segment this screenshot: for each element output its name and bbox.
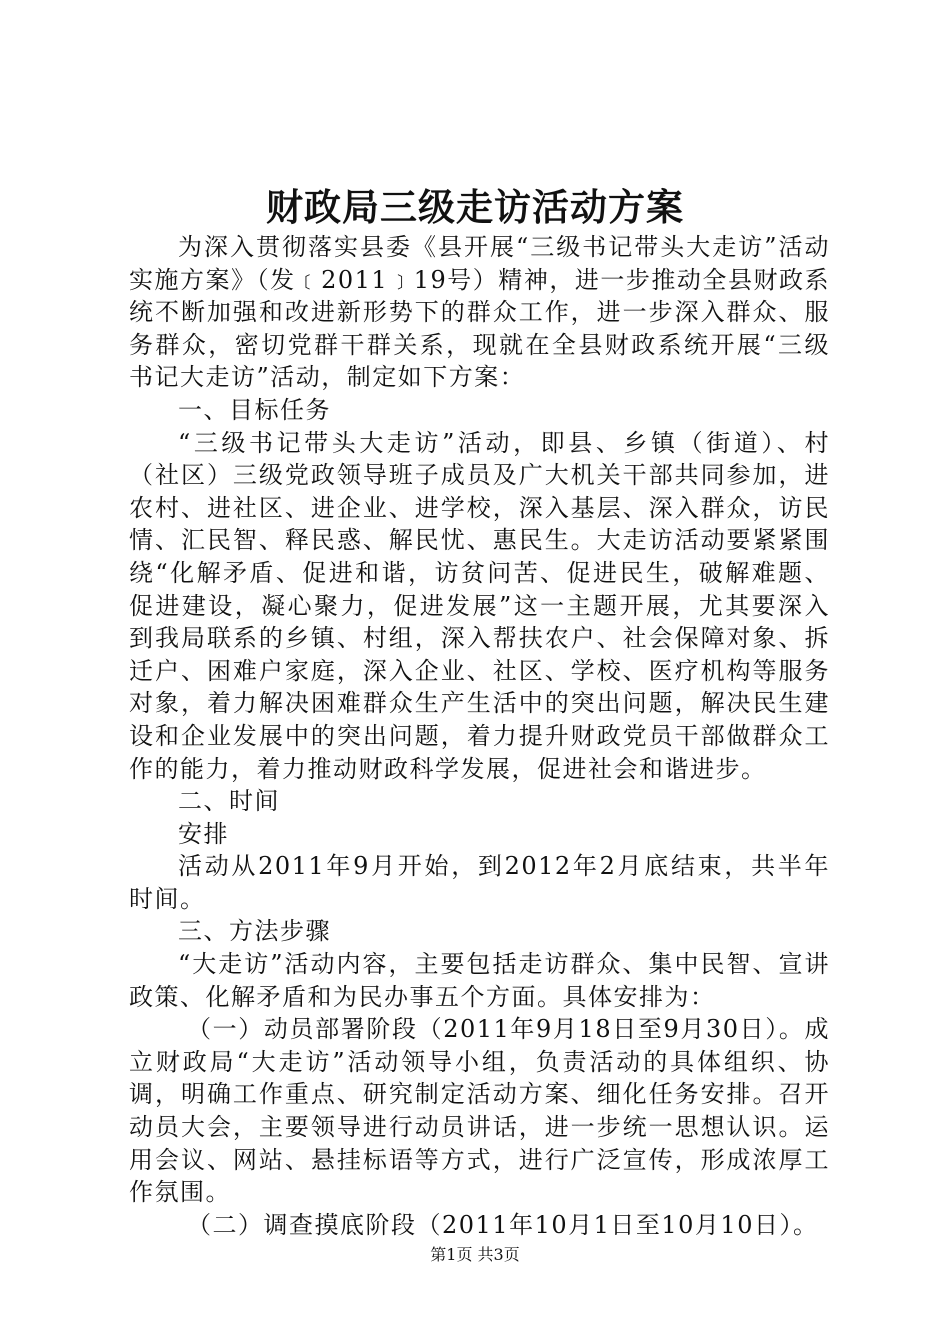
section-heading-goals: 一、目标任务 <box>178 395 331 424</box>
time-paragraph: 活动从2011年9月开始，到2012年2月底结束，共半年时间。 <box>129 852 830 913</box>
document-title: 财政局三级走访活动方案 <box>266 185 684 229</box>
stage-one-paragraph: （一）动员部署阶段（2011年9月18日至9月30日）。成立财政局“大走访”活动领导小组，负责活动的具体组织、协调，明确工作重点、研究制定活动方案、细化任务安排。召开动员大会，主要领导进行动员讲话，进一步统一思想认识。运用会议、网站、悬挂标语等方式，进行广泛宣传，形成浓厚工作氛围。 <box>129 1015 830 1207</box>
section-heading-time: 二、时间 <box>178 787 280 816</box>
goals-paragraph: “三级书记带头大走访”活动，即县、乡镇（街道）、村（社区）三级党政领导班子成员及广大机关干部共同参加，进农村、进社区、进企业、进学校，深入基层、深入群众，访民情、汇民智、释民惑、解民忧、惠民生。大走访活动要紧紧围绕“化解矛盾、促进和谐，访贫问苦、促进民生，破解难题、促进建设，凝心聚力，促进发展”这一主题开展，尤其要深入到我局联系的乡镇、村组，深入帮扶农户、社会保障对象、拆迁户、困难户家庭，深入企业、社区、学校、医疗机构等服务对象，着力解决困难群众生产生活中的突出问题，解决民生建设和企业发展中的突出问题，着力提升财政党员干部做群众工作的能力，着力推动财政科学发展，促进社会和谐进步。 <box>129 428 830 783</box>
methods-paragraph: “大走访”活动内容，主要包括走访群众、集中民智、宣讲政策、化解矛盾和为民办事五个方面。具体安排为： <box>129 950 830 1011</box>
section-heading-methods: 三、方法步骤 <box>178 917 331 946</box>
stage-two-paragraph: （二）调查摸底阶段（2011年10月1日至10月10日）。 <box>187 1210 819 1239</box>
document-body <box>129 231 830 1241</box>
intro-paragraph: 为深入贯彻落实县委《县开展“三级书记带头大走访”活动实施方案》（发﹝2011﹞19号）精神，进一步推动全县财政系统不断加强和改进新形势下的群众工作，进一步深入群众、服务群众，密切党群干群关系，现就在全县财政系统开展“三级书记大走访”活动，制定如下方案： <box>129 233 830 392</box>
page-footer: 第1页 共3页 <box>430 1245 520 1264</box>
time-subheading: 安排 <box>178 819 229 848</box>
